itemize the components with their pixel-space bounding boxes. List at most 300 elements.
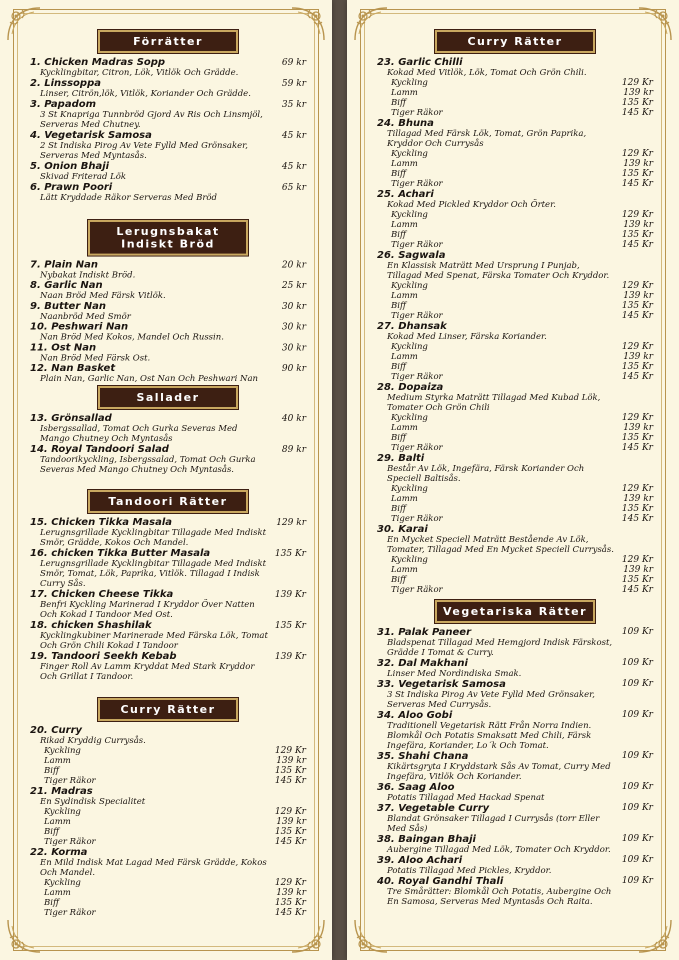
dish-price: 45 kr (281, 131, 306, 141)
variant-name: Biff (391, 230, 406, 240)
variant-price: 139 kr (623, 352, 653, 362)
variant-name: Lamm (391, 352, 418, 362)
variant-price: 135 Kr (621, 575, 653, 585)
variant-name: Tiger Räkor (391, 585, 443, 595)
variant-name: Lamm (391, 291, 418, 301)
menu-page-right (347, 0, 679, 960)
dish-description: Lätt Kryddade Räkor Serveras Med Bröd (40, 193, 217, 203)
dish-price: 129 kr (276, 518, 306, 528)
dish-name: 32. Dal Makhani (377, 658, 468, 669)
menu-item (30, 78, 306, 99)
variant-name: Tiger Räkor (391, 443, 443, 453)
variant-row (377, 585, 653, 595)
variant-row (377, 88, 653, 98)
variant-name: Kyckling (391, 281, 428, 291)
dish-description: Finger Roll Av Lamm Kryddat Med Stark Kryddor Och Grillat I Tandoor. (40, 662, 255, 682)
dish-price: 35 kr (281, 100, 306, 110)
dish-name: 27. Dhansak (377, 321, 447, 332)
menu-item (30, 161, 306, 182)
dish-price: 139 Kr (274, 590, 306, 600)
menu-item (30, 182, 306, 203)
variant-row (377, 98, 653, 108)
variant-price: 129 Kr (621, 149, 653, 159)
variant-row (377, 301, 653, 311)
dish-name: 21. Madras (30, 786, 93, 797)
variant-row (377, 514, 653, 524)
ornament-corner-icon (288, 916, 328, 956)
dish-price: 30 kr (281, 343, 306, 354)
menu-item (30, 847, 306, 918)
variant-name: Tiger Räkor (391, 311, 443, 321)
menu-item (30, 517, 306, 548)
variant-row (377, 220, 653, 230)
dish-price: 109 Kr (621, 834, 653, 844)
dish-name: 38. Baingan Bhaji (377, 834, 476, 845)
dish-price: 25 kr (281, 281, 306, 292)
variant-row (377, 108, 653, 118)
dish-name: 6. Prawn Poori (30, 182, 113, 193)
menu-item (377, 57, 653, 118)
variant-name: Lamm (391, 220, 418, 230)
variant-price: 145 Kr (274, 908, 306, 918)
dish-description: Kikärtsgryta I Kryddstark Sås Av Tomat, Curry Med Ingefära, Vitlök Och Koriander. (387, 762, 611, 782)
dish-description: Blandat Grönsaker Tillagad I Currysås (torr Eller Med Sås) (387, 814, 600, 834)
dish-price: 45 kr (281, 162, 306, 172)
menu-item (377, 250, 653, 321)
menu-item (377, 751, 653, 782)
variant-price: 135 Kr (621, 169, 653, 179)
section-heading: Tandoori Rätter (88, 490, 248, 513)
menu-section (30, 698, 306, 918)
menu-item (30, 589, 306, 620)
dish-description: Linser Med Nordindiska Smak. (387, 669, 522, 679)
variant-name: Tiger Räkor (391, 179, 443, 189)
variant-row (377, 210, 653, 220)
variant-price: 135 Kr (621, 230, 653, 240)
dish-description: Rikad Kryddig Currysås. (40, 736, 146, 746)
menu-section (30, 30, 306, 203)
dish-description: Potatis Tillagad Med Hackad Spenat (387, 793, 545, 803)
menu-item (30, 301, 306, 322)
variant-price: 135 Kr (274, 898, 306, 908)
dish-name: 28. Dopaiza (377, 382, 444, 393)
variant-price: 139 kr (276, 888, 306, 898)
variant-price: 145 Kr (621, 372, 653, 382)
menu-item (30, 548, 306, 589)
dish-price: 109 Kr (621, 803, 653, 813)
variant-row (30, 837, 306, 847)
dish-description: Medium Styrka Maträtt Tillagad Med Kubad Lök, Tomater Och Grön Chili (387, 393, 601, 413)
variant-price: 135 Kr (274, 766, 306, 776)
menu-section (377, 30, 653, 595)
dish-name: 20. Curry (30, 725, 83, 736)
menu-item (377, 382, 653, 453)
dish-name: 29. Balti (377, 453, 425, 464)
variant-price: 145 Kr (621, 311, 653, 321)
menu-item (30, 620, 306, 651)
variant-name: Kyckling (391, 78, 428, 88)
dish-description: Kokad Med Pickled Kryddor Och Örter. (387, 200, 556, 210)
variant-price: 145 Kr (621, 108, 653, 118)
variant-name: Tiger Räkor (44, 908, 96, 918)
variant-name: Kyckling (391, 210, 428, 220)
dish-name: 24. Bhuna (377, 118, 434, 129)
dish-description: Nan Bröd Med Färsk Ost. (40, 353, 151, 364)
dish-name: 10. Peshwari Nan (30, 321, 129, 333)
variant-price: 129 Kr (621, 484, 653, 494)
dish-description: Kycklingkubiner Marinerade Med Färska Lök, Tomat Och Grön Chili Kokad I Tandoor (40, 631, 268, 651)
menu-item (30, 322, 306, 343)
variant-row (377, 169, 653, 179)
menu-item (30, 786, 306, 847)
menu-item (30, 343, 306, 364)
dish-name: 2. Linssoppa (30, 78, 101, 89)
variant-price: 135 Kr (621, 98, 653, 108)
menu-page-left (0, 0, 332, 960)
variant-price: 129 Kr (621, 413, 653, 423)
menu-item (377, 321, 653, 382)
dish-description: Traditionell Vegetarisk Rätt Från Norra Indien. Blomkål Och Potatis Smaksatt Med Chili, Färsk Ingefära, Koriander, Lo´k Och Tomat. (387, 721, 592, 751)
variant-row (377, 352, 653, 362)
ornament-corner-icon (635, 916, 675, 956)
dish-price: 109 Kr (621, 710, 653, 720)
dish-name: 16. chicken Tikka Butter Masala (30, 548, 211, 559)
dish-name: 33. Vegetarisk Samosa (377, 679, 506, 690)
dish-name: 22. Korma (30, 847, 88, 858)
ornament-corner-icon (351, 916, 391, 956)
dish-name: 37. Vegetable Curry (377, 803, 490, 814)
dish-price: 109 Kr (621, 855, 653, 865)
variant-name: Lamm (391, 565, 418, 575)
dish-name: 19. Tandoori Seekh Kebab (30, 651, 177, 662)
dish-price: 65 kr (281, 183, 306, 193)
variant-row (30, 817, 306, 827)
variant-row (377, 291, 653, 301)
variant-row (30, 878, 306, 888)
menu-item (30, 260, 306, 281)
variant-row (377, 433, 653, 443)
section-heading: Förrätter (98, 30, 238, 53)
variant-row (377, 443, 653, 453)
dish-description: Isbergssallad, Tomat Och Gurka Severas Med Mango Chutney Och Myntasås (40, 424, 238, 444)
variant-name: Biff (391, 169, 406, 179)
dish-price: 30 kr (281, 302, 306, 312)
dish-description: Naan Bröd Med Färsk Vitlök. (40, 291, 166, 302)
dish-description: Linser, Citrön,lök, Vitlök, Koriander Och Grädde. (40, 89, 251, 99)
variant-name: Tiger Räkor (391, 240, 443, 250)
dish-name: 30. Karai (377, 524, 428, 535)
variant-row (30, 908, 306, 918)
variant-name: Tiger Räkor (391, 108, 443, 118)
variant-row (377, 504, 653, 514)
menu-item (377, 189, 653, 250)
variant-row (377, 362, 653, 372)
menu-item (30, 651, 306, 682)
variant-row (377, 240, 653, 250)
dish-description: Bladspenat Tillagad Med Hemgjord Indisk Färskost, Grädde I Tomat & Curry. (387, 638, 613, 658)
menu-section (30, 220, 306, 384)
variant-price: 129 Kr (274, 878, 306, 888)
variant-row (30, 756, 306, 766)
menu-item (377, 876, 653, 907)
variant-name: Tiger Räkor (391, 372, 443, 382)
variant-name: Lamm (44, 888, 71, 898)
section-heading: Curry Rätter (435, 30, 595, 53)
dish-description: En Mild Indisk Mat Lagad Med Färsk Grädde, Kokos Och Mandel. (40, 858, 267, 878)
variant-name: Tiger Räkor (391, 514, 443, 524)
variant-row (30, 898, 306, 908)
variant-name: Kyckling (391, 555, 428, 565)
dish-description: Naanbröd Med Smör (40, 311, 131, 322)
dish-description: En Mycket Speciell Maträtt Bestående Av Lök, Tomater, Tillagad Med En Mycket Speciell Currysås. (387, 535, 614, 555)
dish-name: 31. Palak Paneer (377, 627, 471, 638)
variant-row (377, 311, 653, 321)
dish-name: 13. Grönsallad (30, 413, 112, 424)
dish-description: Nan Bröd Med Kokos, Mandel Och Russin. (40, 332, 224, 343)
menu-item (377, 627, 653, 658)
dish-price: 139 Kr (274, 652, 306, 662)
variant-price: 139 kr (623, 220, 653, 230)
variant-price: 129 Kr (274, 746, 306, 756)
variant-price: 129 Kr (274, 807, 306, 817)
section-heading: Lerugnsbakat Indiskt Bröd (88, 220, 248, 256)
dish-description: Nybakat Indiskt Bröd. (40, 270, 136, 281)
variant-row (30, 776, 306, 786)
variant-name: Biff (44, 766, 59, 776)
variant-row (377, 413, 653, 423)
dish-description: Tillagad Med Färsk Lök, Tomat, Grön Paprika, Kryddor Och Currysås (387, 129, 587, 149)
dish-price: 109 Kr (621, 658, 653, 668)
menu-item (377, 524, 653, 595)
variant-name: Biff (391, 575, 406, 585)
section-heading: Sallader (98, 386, 238, 409)
dish-description: Plain Nan, Garlic Nan, Ost Nan Och Peshwari Nan (40, 374, 259, 385)
menu-item (30, 413, 306, 444)
variant-row (377, 179, 653, 189)
variant-price: 129 Kr (621, 210, 653, 220)
dish-name: 17. Chicken Cheese Tikka (30, 589, 174, 600)
dish-name: 4. Vegetarisk Samosa (30, 130, 152, 141)
variant-row (377, 565, 653, 575)
variant-price: 145 Kr (621, 179, 653, 189)
dish-name: 23. Garlic Chilli (377, 57, 463, 68)
dish-name: 5. Onion Bhaji (30, 161, 110, 172)
variant-price: 135 Kr (621, 301, 653, 311)
menu-item (30, 444, 306, 475)
dish-description: En Sydindisk Specialitet (40, 797, 146, 807)
dish-description: Kokad Med Vitlök, Lök, Tomat Och Grön Chili. (387, 68, 587, 78)
variant-row (377, 281, 653, 291)
dish-description: Tre Smårätter: Blomkål Och Potatis, Aubergine Och En Samosa, Serveras Med Myntasås Och Raita. (387, 887, 612, 907)
variant-row (377, 555, 653, 565)
dish-description: Potatis Tillagad Med Pickles, Kryddor. (387, 866, 552, 876)
dish-name: 14. Royal Tandoori Salad (30, 444, 169, 455)
variant-price: 139 kr (623, 159, 653, 169)
variant-name: Kyckling (391, 149, 428, 159)
variant-price: 145 Kr (621, 585, 653, 595)
variant-price: 129 Kr (621, 555, 653, 565)
variant-row (377, 342, 653, 352)
menu-item (377, 679, 653, 710)
dish-name: 9. Butter Nan (30, 301, 106, 312)
variant-price: 139 kr (623, 291, 653, 301)
variant-price: 139 kr (623, 88, 653, 98)
dish-name: 8. Garlic Nan (30, 280, 103, 292)
dish-name: 1. Chicken Madras Sopp (30, 57, 166, 68)
variant-name: Lamm (391, 423, 418, 433)
dish-price: 109 Kr (621, 876, 653, 886)
variant-price: 145 Kr (274, 776, 306, 786)
variant-name: Kyckling (44, 746, 81, 756)
variant-price: 139 kr (623, 565, 653, 575)
variant-row (377, 494, 653, 504)
menu-item (30, 57, 306, 78)
menu-item (30, 363, 306, 384)
variant-name: Tiger Räkor (44, 776, 96, 786)
ornament-corner-icon (4, 916, 44, 956)
dish-description: Aubergine Tillagad Med Lök, Tomater Och Kryddor. (387, 845, 611, 855)
dish-description: 3 St Indiska Pirog Av Vete Fylld Med Grönsaker, Serveras Med Currysås. (387, 690, 595, 710)
variant-price: 145 Kr (621, 514, 653, 524)
dish-description: Benfri Kyckling Marinerad I Kryddor Över Natten Och Kokad I Tandoor Med Ost. (40, 600, 255, 620)
dish-price: 59 kr (281, 79, 306, 89)
dish-description: Lerugnsgrillade Kycklingbitar Tillagade Med Indiskt Smör, Tomat, Lök, Paprika, Vitlök. Tillagad I Indisk Curry Sås. (40, 559, 267, 589)
dish-name: 7. Plain Nan (30, 259, 99, 271)
dish-name: 3. Papadom (30, 99, 97, 110)
variant-row (377, 78, 653, 88)
variant-name: Lamm (44, 756, 71, 766)
menu-item (30, 99, 306, 130)
section-heading: Vegetariska Rätter (435, 600, 595, 623)
menu-item (377, 453, 653, 524)
dish-description: 2 St Indiska Pirog Av Vete Fylld Med Grönsaker, Serveras Med Myntasås. (40, 141, 248, 161)
dish-name: 12. Nan Basket (30, 363, 116, 375)
dish-price: 109 Kr (621, 627, 653, 637)
dish-name: 15. Chicken Tikka Masala (30, 517, 173, 528)
dish-name: 26. Sagwala (377, 250, 446, 261)
dish-description: Tandoorikyckling, Isbergssalad, Tomat Och Gurka Severas Med Mango Chutney Och Myntasås. (40, 455, 256, 475)
dish-description: En Klassisk Maträtt Med Ursprung I Punjab, Tillagad Med Spenat, Färska Tomater Och Kryddor. (387, 261, 610, 281)
dish-description: 3 St Knapriga Tunnbröd Gjord Av Ris Och Linsmjöl, Serveras Med Chutney. (40, 110, 263, 130)
dish-price: 135 Kr (274, 621, 306, 631)
variant-row (30, 827, 306, 837)
variant-name: Biff (391, 504, 406, 514)
dish-name: 34. Aloo Gobi (377, 710, 453, 721)
variant-row (377, 484, 653, 494)
menu-section (30, 490, 306, 682)
variant-row (30, 746, 306, 756)
variant-price: 145 Kr (274, 837, 306, 847)
variant-price: 129 Kr (621, 281, 653, 291)
menu-item (377, 855, 653, 876)
variant-price: 145 Kr (621, 240, 653, 250)
variant-price: 135 Kr (621, 362, 653, 372)
dish-price: 69 kr (281, 58, 306, 68)
dish-price: 90 kr (281, 364, 306, 375)
menu-item (377, 118, 653, 189)
dish-name: 36. Saag Aloo (377, 782, 455, 793)
variant-name: Lamm (391, 494, 418, 504)
variant-name: Biff (391, 433, 406, 443)
variant-price: 135 Kr (621, 504, 653, 514)
variant-row (377, 230, 653, 240)
variant-name: Biff (391, 301, 406, 311)
dish-price: 20 kr (281, 260, 306, 271)
variant-price: 139 kr (276, 756, 306, 766)
variant-name: Lamm (44, 817, 71, 827)
variant-row (377, 159, 653, 169)
variant-name: Biff (391, 362, 406, 372)
variant-price: 145 Kr (621, 443, 653, 453)
dish-name: 35. Shahi Chana (377, 751, 469, 762)
menu-item (377, 803, 653, 834)
menu-item (377, 658, 653, 679)
variant-row (377, 372, 653, 382)
dish-price: 109 Kr (621, 751, 653, 761)
dish-name: 18. chicken Shashilak (30, 620, 152, 631)
dish-price: 89 kr (281, 445, 306, 455)
variant-row (377, 423, 653, 433)
dish-name: 11. Ost Nan (30, 342, 97, 354)
menu-item (377, 782, 653, 803)
menu-section (30, 386, 306, 475)
variant-price: 129 Kr (621, 78, 653, 88)
variant-name: Tiger Räkor (44, 837, 96, 847)
variant-price: 135 Kr (274, 827, 306, 837)
menu-item (30, 280, 306, 301)
variant-name: Kyckling (44, 807, 81, 817)
variant-name: Biff (44, 827, 59, 837)
dish-description: Skivad Friterad Lök (40, 172, 127, 182)
variant-name: Kyckling (391, 413, 428, 423)
variant-price: 135 Kr (621, 433, 653, 443)
variant-name: Kyckling (391, 342, 428, 352)
variant-name: Kyckling (44, 878, 81, 888)
dish-name: 25. Achari (377, 189, 434, 200)
variant-row (30, 766, 306, 776)
menu-item (30, 130, 306, 161)
menu-item (377, 710, 653, 751)
variant-name: Lamm (391, 159, 418, 169)
variant-price: 139 kr (276, 817, 306, 827)
dish-price: 40 kr (281, 414, 306, 424)
dish-price: 30 kr (281, 322, 306, 333)
variant-row (30, 888, 306, 898)
menu-item (377, 834, 653, 855)
section-heading: Curry Rätter (98, 698, 238, 721)
variant-name: Lamm (391, 88, 418, 98)
variant-row (377, 575, 653, 585)
variant-row (377, 149, 653, 159)
dish-price: 109 Kr (621, 782, 653, 792)
dish-name: 39. Aloo Achari (377, 855, 463, 866)
dish-description: Lerugnsgrillade Kycklingbitar Tillagade Med Indiskt Smör, Grädde, Kokos Och Mandel. (40, 528, 267, 548)
dish-name: 40. Royal Gandhi Thali (377, 876, 504, 887)
dish-description: Består Av Lök, Ingefära, Färsk Koriander Och Speciell Baltisås. (387, 464, 585, 484)
variant-price: 129 Kr (621, 342, 653, 352)
variant-name: Kyckling (391, 484, 428, 494)
menu-section (377, 600, 653, 907)
dish-description: Kycklingbitar, Citron, Lök, Vitlök Och Grädde. (40, 68, 239, 78)
dish-price: 135 Kr (274, 549, 306, 559)
variant-price: 139 kr (623, 423, 653, 433)
dish-price: 109 Kr (621, 679, 653, 689)
menu-item (30, 725, 306, 786)
dish-description: Kokad Med Linser, Färska Koriander. (387, 332, 547, 342)
variant-row (30, 807, 306, 817)
variant-price: 139 kr (623, 494, 653, 504)
variant-name: Biff (391, 98, 406, 108)
